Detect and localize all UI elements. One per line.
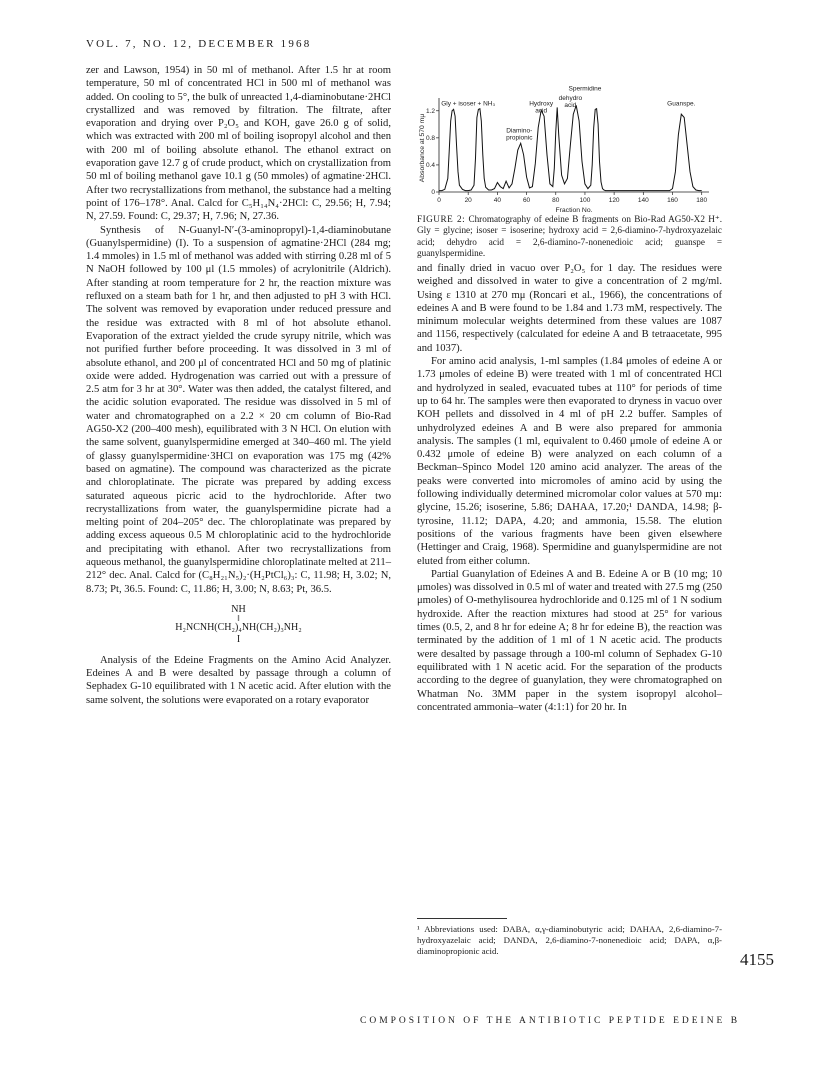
y-axis-label: Absorbance at 570 mμ [419, 113, 426, 183]
peak-label [559, 95, 583, 109]
x-tick-label: 100 [579, 197, 591, 204]
y-tick-label: 0.8 [425, 135, 435, 143]
x-tick-label: 80 [552, 197, 560, 204]
x-tick-label: 180 [696, 197, 708, 204]
x-tick-label: 160 [667, 197, 678, 204]
formula-nh: NH [231, 603, 246, 615]
x-axis-label: Fraction No. [555, 207, 593, 214]
figure-caption [417, 214, 722, 260]
page-number: 4155 [740, 950, 774, 969]
paragraph-amino-acid-analysis: For amino acid analysis, 1-ml samples (1.84 μmoles of edeine A or 1.73 μmoles of edeine B) were treated with 1 ml of concentrated HCl and hydrolyzed in sealed, evacuated tubes at 110° for periods of time up to 64 hr. The samples were then evaporated to dryness in vacuo over KOH pellets and dissolved in 4 ml of pH 2.2 buffer. Samples of unhydrolyzed edeines A and B were also prepared for ammonia analysis. The samples (1 ml, equivalent to 0.460 μmole of edeine A or 0.432 μmole of edeine B) were analyzed on each column of a Beckman–Spinco Model 120 amino acid analyzer. The areas of the peaks were converted into micromoles of amino acid by using the following individually determined micromolar color values at 570 mμ: glycine, 15.26; isoserine, 5.86; DAHAA, 17.20;¹ DANDA, 14.98; β-tyrosine, 11.12; DAPA, 4.20; and ammonia, 15.58. The elution positions of the various fragments have been given elsewhere (Hettinger and Craig, 1968). Spermidine and guanylspermidine are not eluted from either column. [417, 356, 722, 567]
formula-main: H₂NCNH(CH₂)₄NH(CH₂)₃NH₂ [175, 621, 302, 633]
peak-label-line: Hydroxy [529, 100, 554, 108]
x-tick-label: 0 [437, 197, 441, 204]
footnote-rule [417, 918, 507, 919]
paragraph-partial-guanylation: Partial Guanylation of Edeines A and B. Edeine A or B (10 mg; 10 μmoles) was dissolved in 0.5 ml of water and treated with 27.5 mg (250 μmoles) of O-methylisourea hydrochloride and 0.125 ml of 1 N sodium hydroxide. After the reaction mixtures had stood at 25° for various times (0.5, 2, and 8 hr for edeine A; 8 hr for edeine B), the reaction was terminated by the addition of 1 ml of 1 N acetic acid. The products were desalted by passage through a 100-ml column of Sephadex G-10 equilibrated with 1 N acetic acid. For the separation of the products according to the degree of guanylation, they were chromatographed on Whatman No. 3MM paper in the system isopropyl alcohol–concentrated ammonia–water (4:1:1) for 20 hr. In [417, 568, 722, 713]
formula-double-bond: ‖ [237, 613, 240, 623]
x-tick-label: 20 [464, 197, 472, 204]
paragraph-edeine-analysis: Analysis of the Edeine Fragments on the Amino Acid Analyzer. Edeines A and B were desalted by passage through a column of Sephadex G-10 equilibrated with 1 N acetic acid. After elution with the same solvent, the solutions were evaporated on a rotary evaporator [86, 654, 391, 706]
left-column [86, 64, 391, 707]
peak-label-line: dehydro [558, 94, 583, 102]
peak-label [441, 100, 495, 107]
footnote: ¹ Abbreviations used: DABA, α,γ-diaminobutyric acid; DAHAA, 2,6-diamino-7-hydroxyazelaic acid; DANDA, 2,6-diamino-7-nonenedioic acid; DAPA, α,β-diaminopropionic acid. [417, 924, 722, 956]
peak-label [569, 85, 602, 92]
peak-label-line: Guanspe. [667, 100, 696, 108]
peak-label-line: Spermidine [568, 85, 602, 93]
peak-label [506, 127, 533, 141]
x-tick-label: 60 [522, 197, 531, 204]
running-head: VOL. 7, NO. 12, DECEMBER 1968 [86, 38, 312, 50]
figure-caption-label: FIGURE 2: [417, 214, 466, 224]
y-tick-label: 0 [431, 189, 435, 197]
figure-caption-text: Chromatography of edeine B fragments on Bio-Rad AG50-X2 H⁺. Gly = glycine; isoser = isoserine; hydroxy acid = 2,6-diamino-7-hydroxyazelaic acid; dehydro acid = 2,6-diamino-7-nonenedioic acid; guanspe = guanylspermidine. [417, 214, 723, 259]
peak-label-line: propionic [506, 134, 533, 142]
paragraph-agmatine-prep: zer and Lawson, 1954) in 50 ml of methanol. After 1.5 hr at room temperature, 50 ml of concentrated HCl in 500 ml of methanol was added. On cooling to 5°, the bulk of unreacted 1,4-diaminobutane·2HCl crystallized and was removed by filtration. The filtrate, after evaporation and drying over P₂O₅ and KOH, gave 26.0 g of solid, which was extracted with 200 ml of boiling isopropyl alcohol and then with 200 ml of boiling absolute ethanol. The ethanol extract on evaporation gave 12.7 g of crude product, which on crystallization from 50 ml of boiling methanol gave 10.1 g (50 mmoles) of agmatine·2HCl. After two recrystallizations from methanol, the substance had a melting point of 176–178°. Anal. Calcd for C₅H₁₄N₄·2HCl: C, 29.56; H, 7.94; N, 27.59. Found: C, 29.37; H, 7.96; N, 27.36. [86, 65, 391, 223]
paragraph-drying: and finally dried in vacuo over P₂O₅ for 1 day. The residues were weighed and dissolved in water to give a concentration of 2 mg/ml. Using ε 1310 at 270 mμ (Roncari et al., 1966), the concentrations of edeines A and B were found to be 1.84 and 1.73 mM, respectively. The minimum molecular weights determined from these values are 1087 and 1156, respectively (calculated for edeine A and B tetraacetate, 995 and 1037). [417, 263, 722, 354]
running-foot: COMPOSITION OF THE ANTIBIOTIC PEPTIDE EDEINE B [360, 1016, 741, 1026]
right-column [417, 262, 722, 714]
x-tick-label: 120 [608, 197, 620, 204]
y-tick-label: 0.4 [425, 162, 435, 170]
x-tick-label: 40 [493, 197, 501, 204]
x-tick-label: 140 [637, 197, 649, 204]
structural-formula [86, 604, 391, 646]
y-tick-label: 1.2 [425, 107, 435, 115]
formula-label: I [236, 633, 241, 645]
series-line [439, 105, 702, 190]
paragraph-guanylspermidine-synthesis: Synthesis of N-Guanyl-N′-(3-aminopropyl)-1,4-diaminobutane (Guanylspermidine) (I). To a suspension of agmatine·2HCl (284 mg; 1.4 mmoles) in 1.5 ml of methanol was added with stirring 0.28 ml of 5 N NaOH followed by 100 μl (1.5 mmoles) of acrylonitrile (Aldrich). After standing at room temperature for 2 hr, the reaction mixture was refluxed on a steam bath for 1 hr, and then adjusted to pH 3 with HCl. The solvent was removed by evaporation under reduced pressure and the residue was extracted with 8 ml of hot absolute ethanol. Evaporation of the extract yielded the crude syrupy nitrile, which was not purified further before proceeding. It was dissolved in 3 ml of absolute ethanol, and 200 μl of concentrated HCl and 50 mg of platinic oxide were added. Hydrogenation was carried out with a pressure of 2.5 atm for 3 hr at 30°. Water was then added, the catalyst filtered, and the acidic solution evaporated. The residue was dissolved in 5 ml of water and chromatographed on a 2.2 × 20 cm column of Bio-Rad AG50-X2 (200–400 mesh), equilibrated with 3 N HCl. On elution with the same solvent, guanylspermidine emerged at 340–460 ml. The yield of glassy guanylspermidine·3HCl on evaporation was 175 mg (42% based on agmatine). The compound was characterized as the picrate and chloroplatinate. The picrate was prepared by adding excess saturated aqueous picric acid to the hydrochloride. After two recrystallizations from water, the guanylspermidine picrate had a melting point of 204–205° dec. The chloroplatinate was prepared by adding excess aqueous 0.5 M chloroplatinic acid to the hydrochloride and precipitating with ethanol. After two recrystallizations from aqueous methanol, the guanylspermidine chloroplatinate melted at 211–212° dec. Anal. Calcd for (C₈H₂₁N₅)₂·(H₂PtCl₆)₃: C, 11.98; H, 3.02; N, 8.73; Pt, 36.5. Found: C, 11.86; H, 3.00; N, 8.63; Pt, 36.5. [86, 224, 391, 595]
peak-label-line: acid [564, 101, 577, 109]
peak-label-line: Gly + isoser + NH₃ [441, 100, 496, 108]
chromatogram-chart [417, 74, 727, 214]
peak-label [529, 100, 554, 114]
peak-label-line: Diamino- [506, 127, 533, 135]
peak-label-line: acid [535, 107, 548, 115]
peak-label [667, 100, 695, 107]
